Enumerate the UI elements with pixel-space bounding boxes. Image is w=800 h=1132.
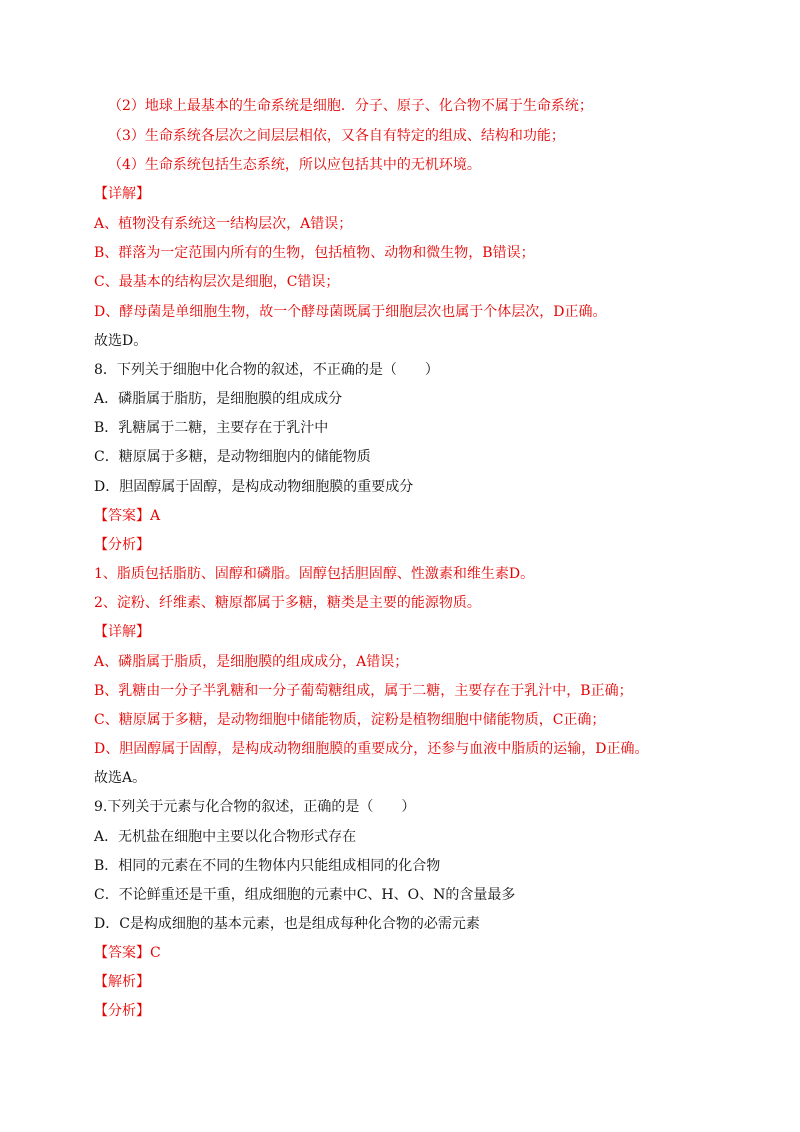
- analysis-point-3: （3）生命系统各层次之间层层相依，又各自有特定的组成、结构和功能；: [108, 128, 565, 144]
- question-8-detail-a: A、磷脂属于脂质，是细胞膜的组成成分，A错误；: [94, 654, 409, 670]
- question-8-option-d: D．胆固醇属于固醇，是构成动物细胞膜的重要成分: [94, 479, 414, 495]
- question-8-conclusion: 故选A。: [94, 770, 147, 786]
- question-8-detail-d: D、胆固醇属于固醇，是构成动物细胞膜的重要成分，还参与血液中脂质的运输，D正确。: [94, 741, 649, 757]
- question-8-answer: 【答案】A: [94, 508, 161, 524]
- question-9-option-c: C．不论鲜重还是干重，组成细胞的元素中C、H、O、N的含量最多: [94, 887, 516, 903]
- question-8-stem: 8．下列关于细胞中化合物的叙述，不正确的是（ ）: [94, 362, 439, 378]
- question-8-analysis-1: 1、脂质包括脂肪、固醇和磷脂。固醇包括胆固醇、性激素和维生素D。: [94, 566, 535, 582]
- analysis-point-4: （4）生命系统包括生态系统，所以应包括其中的无机环境。: [108, 157, 481, 173]
- question-8-detail-c: C、糖原属于多糖，是动物细胞中储能物质，淀粉是植物细胞中储能物质，C正确；: [94, 712, 606, 728]
- question-8-detail-heading: 【详解】: [94, 624, 150, 640]
- question-8-analysis-2: 2、淀粉、纤维素、糖原都属于多糖，糖类是主要的能源物质。: [94, 595, 481, 611]
- question-9-option-b: B．相同的元素在不同的生物体内只能组成相同的化合物: [94, 858, 441, 874]
- question-9-explanation-heading: 【解析】: [94, 974, 150, 990]
- detail-option-b: B、群落为一定范围内所有的生物，包括植物、动物和微生物，B错误；: [94, 245, 535, 261]
- question-9-analysis-heading: 【分析】: [94, 1003, 150, 1019]
- question-8-option-b: B．乳糖属于二糖，主要存在于乳汁中: [94, 420, 329, 436]
- question-9-answer: 【答案】C: [94, 945, 161, 961]
- question-9-option-a: A．无机盐在细胞中主要以化合物形式存在: [94, 829, 357, 845]
- detail-option-d: D、酵母菌是单细胞生物，故一个酵母菌既属于细胞层次也属于个体层次，D正确。: [94, 304, 607, 320]
- question-9-option-d: D．C是构成细胞的基本元素，也是组成每种化合物的必需元素: [94, 916, 480, 932]
- analysis-point-2: （2）地球上最基本的生命系统是细胞．分子、原子、化合物不属于生命系统；: [108, 98, 593, 114]
- question-9-stem: 9.下列关于元素与化合物的叙述，正确的是（ ）: [94, 799, 416, 815]
- detail-option-c: C、最基本的结构层次是细胞，C错误；: [94, 274, 340, 290]
- question-8-analysis-heading: 【分析】: [94, 537, 150, 553]
- detail-heading: 【详解】: [94, 186, 150, 202]
- question-8-option-a: A．磷脂属于脂肪，是细胞膜的组成成分: [94, 391, 343, 407]
- question-8-option-c: C．糖原属于多糖，是动物细胞内的储能物质: [94, 449, 371, 465]
- detail-option-a: A、植物没有系统这一结构层次，A错误；: [94, 216, 353, 232]
- conclusion-7: 故选D。: [94, 333, 148, 349]
- question-8-detail-b: B、乳糖由一分子半乳糖和一分子葡萄糖组成，属于二糖，主要存在于乳汁中，B正确；: [94, 683, 633, 699]
